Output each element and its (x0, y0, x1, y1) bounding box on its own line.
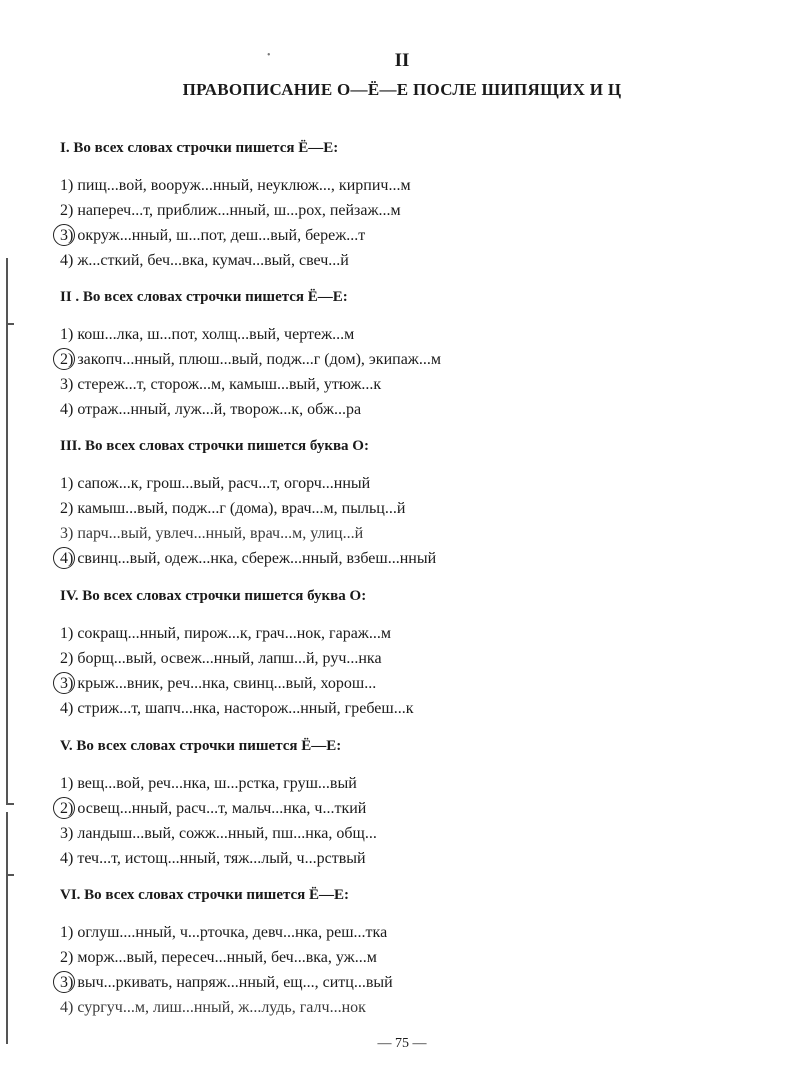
option-number: 1) (60, 924, 74, 941)
option-text: парч...вый, увлеч...нный, врач...м, улиц...й (73, 525, 364, 542)
option-number-circled: 3) (60, 671, 73, 696)
option-text: кош...лка, ш...пот, холщ...вый, чертеж...м (73, 326, 355, 343)
option-number: 4) (60, 999, 74, 1016)
answer-option-2 (60, 945, 780, 970)
option-text: сокращ...нный, пирож...к, грач...нок, гараж...м (73, 625, 391, 642)
answer-option-2 (60, 496, 780, 521)
option-text: ландыш...вый, сожж...нный, пш...нка, общ... (73, 825, 377, 842)
answer-option-1 (60, 322, 780, 347)
option-number: 3) (60, 825, 74, 842)
option-number-circled: 2) (60, 796, 73, 821)
answer-option-4 (60, 995, 780, 1020)
answer-option-2 (60, 796, 780, 821)
margin-bracket (6, 258, 8, 323)
answer-option-2 (60, 198, 780, 223)
answer-option-1 (60, 621, 780, 646)
print-speck: • (267, 50, 271, 61)
option-text: стриж...т, шапч...нка, насторож...нный, гребеш...к (73, 700, 414, 717)
option-text: вещ...вой, реч...нка, ш...рстка, груш...вый (73, 775, 357, 792)
answer-option-1 (60, 173, 780, 198)
margin-bracket (6, 323, 8, 803)
answer-option-4 (60, 546, 780, 571)
section-heading: III. Во всех словах строчки пишется буква О: (60, 438, 369, 454)
option-number: 1) (60, 177, 74, 194)
exercise-section-4 (60, 585, 780, 721)
option-text: отраж...нный, луж...й, творож...к, обж...ра (73, 401, 362, 418)
option-text: морж...вый, пересеч...нный, беч...вка, уж...м (73, 949, 377, 966)
option-text: крыж...вник, реч...нка, свинц...вый, хорош... (73, 675, 377, 692)
option-text: сургуч...м, лиш...нный, ж...лудь, галч...нок (73, 999, 366, 1016)
exercise-section-1 (60, 137, 780, 273)
answer-option-4 (60, 846, 780, 871)
option-number: 3) (60, 376, 74, 393)
option-number: 1) (60, 475, 74, 492)
option-number-circled: 3) (60, 223, 73, 248)
answer-option-1 (60, 920, 780, 945)
option-text: ж...сткий, беч...вка, кумач...вый, свеч...й (73, 252, 349, 269)
option-text: камыш...вый, подж...г (дома), врач...м, пыльц...й (73, 500, 406, 517)
option-text: свинц...вый, одеж...нка, сбереж...нный, взбеш...нный (73, 550, 437, 567)
exercise-section-5 (60, 735, 780, 871)
section-heading: IV. Во всех словах строчки пишется буква О: (60, 588, 367, 604)
page-number: — 75 — (377, 1036, 427, 1051)
answer-option-4 (60, 397, 780, 422)
option-text: пищ...вой, вооруж...нный, неуклюж..., кирпич...м (73, 177, 411, 194)
answer-option-4 (60, 696, 780, 721)
option-number: 2) (60, 650, 74, 667)
answer-option-3 (60, 521, 780, 546)
option-number-circled: 2) (60, 347, 73, 372)
option-number: 2) (60, 949, 74, 966)
option-number: 3) (60, 525, 74, 542)
answer-option-1 (60, 471, 780, 496)
option-number-circled: 3) (60, 970, 73, 995)
exercise-section-6 (60, 884, 780, 1020)
option-number: 1) (60, 775, 74, 792)
option-text: освещ...нный, расч...т, мальч...нка, ч...ткий (73, 800, 367, 817)
option-number-circled: 4) (60, 546, 73, 571)
option-number: 4) (60, 401, 74, 418)
answer-option-3 (60, 671, 780, 696)
option-number: 4) (60, 252, 74, 269)
option-number: 2) (60, 500, 74, 517)
option-number: 1) (60, 625, 74, 642)
margin-bracket (6, 874, 8, 1044)
answer-option-1 (60, 771, 780, 796)
option-number: 2) (60, 202, 74, 219)
answer-option-3 (60, 821, 780, 846)
exercise-section-2 (60, 286, 780, 422)
answer-option-3 (60, 372, 780, 397)
margin-bracket-tick (6, 803, 14, 805)
chapter-number: II (394, 50, 410, 71)
answer-option-3 (60, 223, 780, 248)
option-text: борщ...вый, освеж...нный, лапш...й, руч...нка (73, 650, 382, 667)
section-heading: II . Во всех словах строчки пишется Ё—Е: (60, 289, 348, 305)
answer-option-2 (60, 347, 780, 372)
chapter-title: ПРАВОПИСАНИЕ О—Ё—Е ПОСЛЕ ШИПЯЩИХ И Ц (182, 80, 622, 99)
section-heading: I. Во всех словах строчки пишется Ё—Е: (60, 140, 339, 156)
option-text: закопч...нный, плюш...вый, подж...г (дом), экипаж...м (73, 351, 441, 368)
option-text: выч...ркивать, напряж...нный, ещ..., ситц...вый (73, 974, 393, 991)
option-text: сапож...к, грош...вый, расч...т, огорч...нный (73, 475, 371, 492)
exercise-section-3 (60, 435, 780, 571)
option-text: теч...т, истощ...нный, тяж...лый, ч...рствый (73, 850, 366, 867)
option-text: напереч...т, приближ...нный, ш...рох, пейзаж...м (73, 202, 401, 219)
option-number: 4) (60, 850, 74, 867)
section-heading: V. Во всех словах строчки пишется Ё—Е: (60, 738, 342, 754)
option-number: 1) (60, 326, 74, 343)
option-text: оглуш....нный, ч...рточка, девч...нка, реш...тка (73, 924, 388, 941)
section-heading: VI. Во всех словах строчки пишется Ё—Е: (60, 887, 350, 903)
answer-option-2 (60, 646, 780, 671)
option-number: 4) (60, 700, 74, 717)
option-text: окруж...нный, ш...пот, деш...вый, береж...т (73, 227, 366, 244)
answer-option-3 (60, 970, 780, 995)
answer-option-4 (60, 248, 780, 273)
margin-bracket (6, 812, 8, 874)
option-text: стереж...т, сторож...м, камыш...вый, утюж...к (73, 376, 382, 393)
